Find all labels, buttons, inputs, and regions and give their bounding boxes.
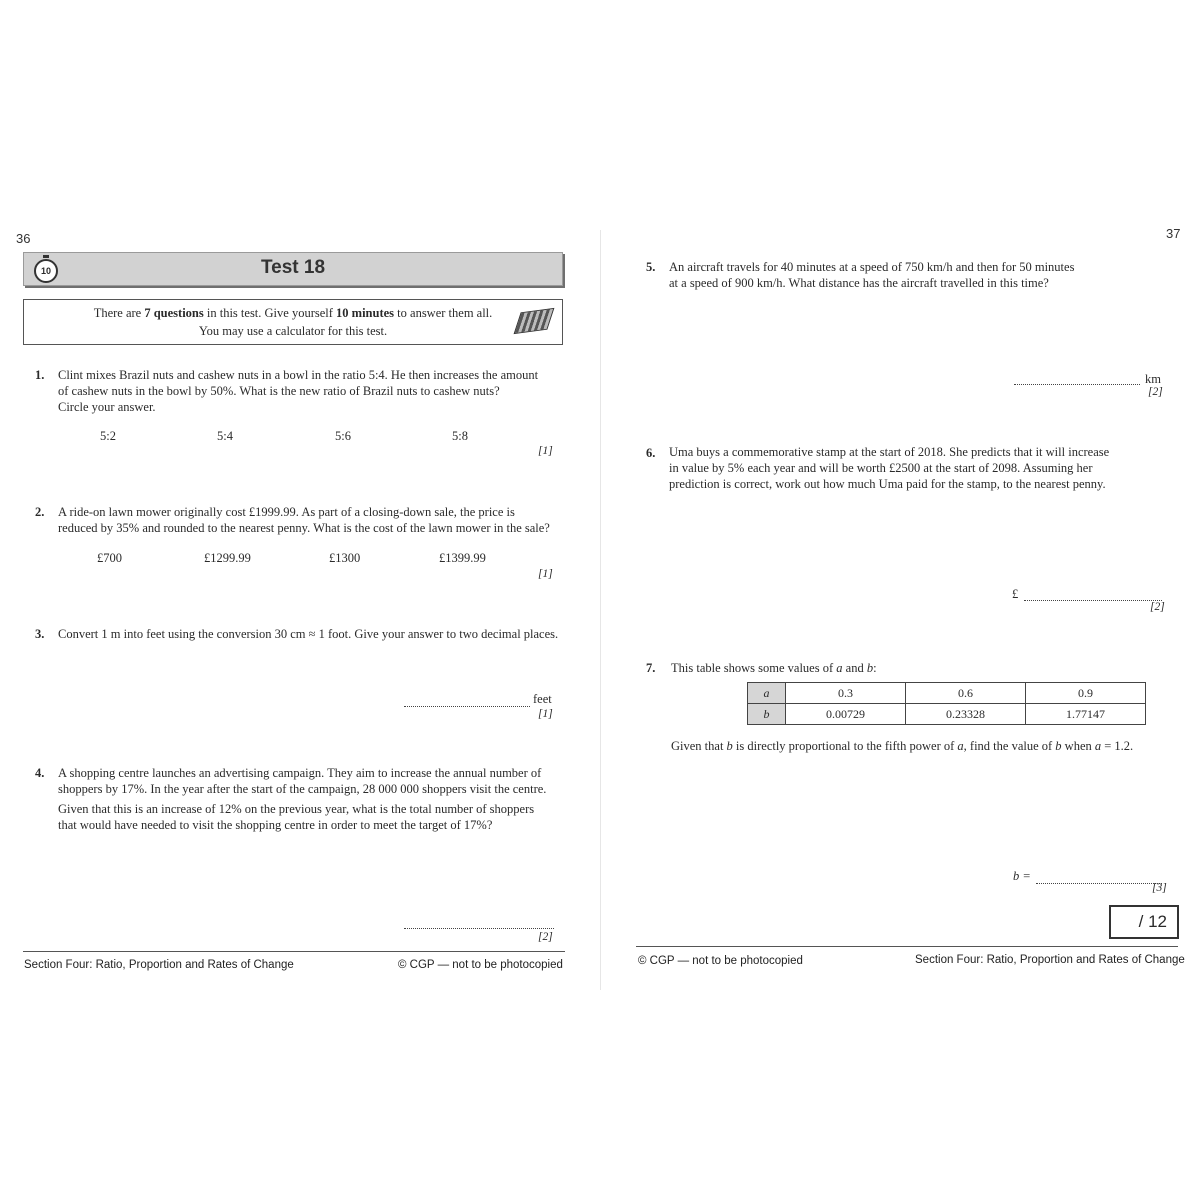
question-4-number: 4. [35,766,45,780]
page-gutter [600,230,601,990]
right-footer-copyright: © CGP — not to be photocopied [638,955,803,967]
left-page-number: 36 [16,231,31,246]
stopwatch-icon: 10 [34,259,58,283]
question-6-text: Uma buys a commemorative stamp at the start of 2018. She predicts that it will increase in value by 5% each year and will be worth £2500 at the start of 2098. Assuming her prediction is correct, work out how much Uma paid for the stamp, to the nearest penny. [669,445,1110,491]
question-6-answer-line[interactable] [1024,586,1162,601]
instructions-line-2: You may use a calculator for this test. [198,324,388,338]
table-cell: 0.3 [786,683,906,704]
instructions-line-1: There are 7 questions in this test. Give yourself 10 minutes to answer them all. [93,306,493,320]
question-7-number: 7. [646,661,656,675]
question-6-currency: £ [1012,587,1019,601]
question-1-option[interactable]: 5:8 [452,429,468,443]
table-row-header: a [748,683,786,704]
question-5-answer-line[interactable] [1014,370,1140,385]
question-2-text: A ride-on lawn mower originally cost £1999.99. As part of a closing-down sale, the price is reduced by 35% and rounded to the nearest penny. What is the cost of the lawn mower in the sale? [58,505,550,535]
table-row [748,683,1146,704]
question-5-unit: km [1145,372,1161,386]
table-cell: 0.9 [1026,683,1146,704]
right-page-number: 37 [1166,226,1181,241]
question-1-number: 1. [35,368,45,382]
question-4-answer-line[interactable] [404,914,554,929]
table-cell: 0.6 [906,683,1026,704]
test-title: Test 18 [260,257,326,278]
table-row-header: b [748,704,786,725]
values-table [747,682,1146,725]
question-1-option[interactable]: 5:4 [217,429,233,443]
table-cell: 1.77147 [1026,704,1146,725]
question-2-number: 2. [35,505,45,519]
question-2-option[interactable]: £1300 [329,551,361,565]
question-3-marks: [1] [538,708,553,720]
table-row [748,704,1146,725]
question-4-text: A shopping centre launches an advertising campaign. They aim to increase the annual number of shoppers by 17%. In the year after the start of the campaign, 28 000 000 shoppers visit the centre. Given that this is an increase of 12% on the previous year, what is the total number of shoppers that would have needed to visit the shopping centre in order to meet the target of 17%? [58,766,547,832]
question-6-marks: [2] [1150,601,1165,613]
table-cell: 0.23328 [906,704,1026,725]
test-header-bar [23,252,563,286]
question-4-marks: [2] [538,931,553,943]
question-5-number: 5. [646,260,656,274]
left-footer-copyright: © CGP — not to be photocopied [398,959,563,971]
question-5-text: An aircraft travels for 40 minutes at a speed of 750 km/h and then for 50 minutes at a speed of 900 km/h. What distance has the aircraft travelled in this time? [669,260,1075,290]
question-2-option[interactable]: £700 [97,551,122,565]
question-7-text: Given that b is directly proportional to the fifth power of a, find the value of b when a = 1.2. [671,739,1134,753]
question-2-option[interactable]: £1399.99 [439,551,486,565]
left-footer-rule [23,951,565,952]
right-footer-rule [636,946,1178,947]
question-1-option[interactable]: 5:6 [335,429,351,443]
left-footer-section: Section Four: Ratio, Proportion and Rates of Change [24,959,294,971]
question-3-text: Convert 1 m into feet using the conversion 30 cm ≈ 1 foot. Give your answer to two decimal places. [58,627,559,641]
question-5-marks: [2] [1148,386,1163,398]
right-footer-section: Section Four: Ratio, Proportion and Rates of Change [915,954,1185,966]
question-1-marks: [1] [538,445,553,457]
score-total: / 12 [1138,912,1167,931]
question-2-option[interactable]: £1299.99 [204,551,251,565]
question-1-text: Clint mixes Brazil nuts and cashew nuts in a bowl in the ratio 5:4. He then increases the amount of cashew nuts in the bowl by 50%. What is the new ratio of Brazil nuts to cashew nuts? Circle your answer. [58,368,539,414]
question-7-intro: This table shows some values of a and b: [671,661,877,675]
question-7-marks: [3] [1152,882,1167,894]
question-7-answer-prefix: b = [1013,869,1031,883]
question-3-unit: feet [533,692,552,706]
question-3-number: 3. [35,627,45,641]
instructions-box [23,299,563,345]
question-6-number: 6. [646,446,656,460]
question-3-answer-line[interactable] [404,692,530,707]
question-2-marks: [1] [538,568,553,580]
score-box [1109,905,1179,939]
question-7-answer-line[interactable] [1036,869,1162,884]
question-1-option[interactable]: 5:2 [100,429,116,443]
table-cell: 0.00729 [786,704,906,725]
